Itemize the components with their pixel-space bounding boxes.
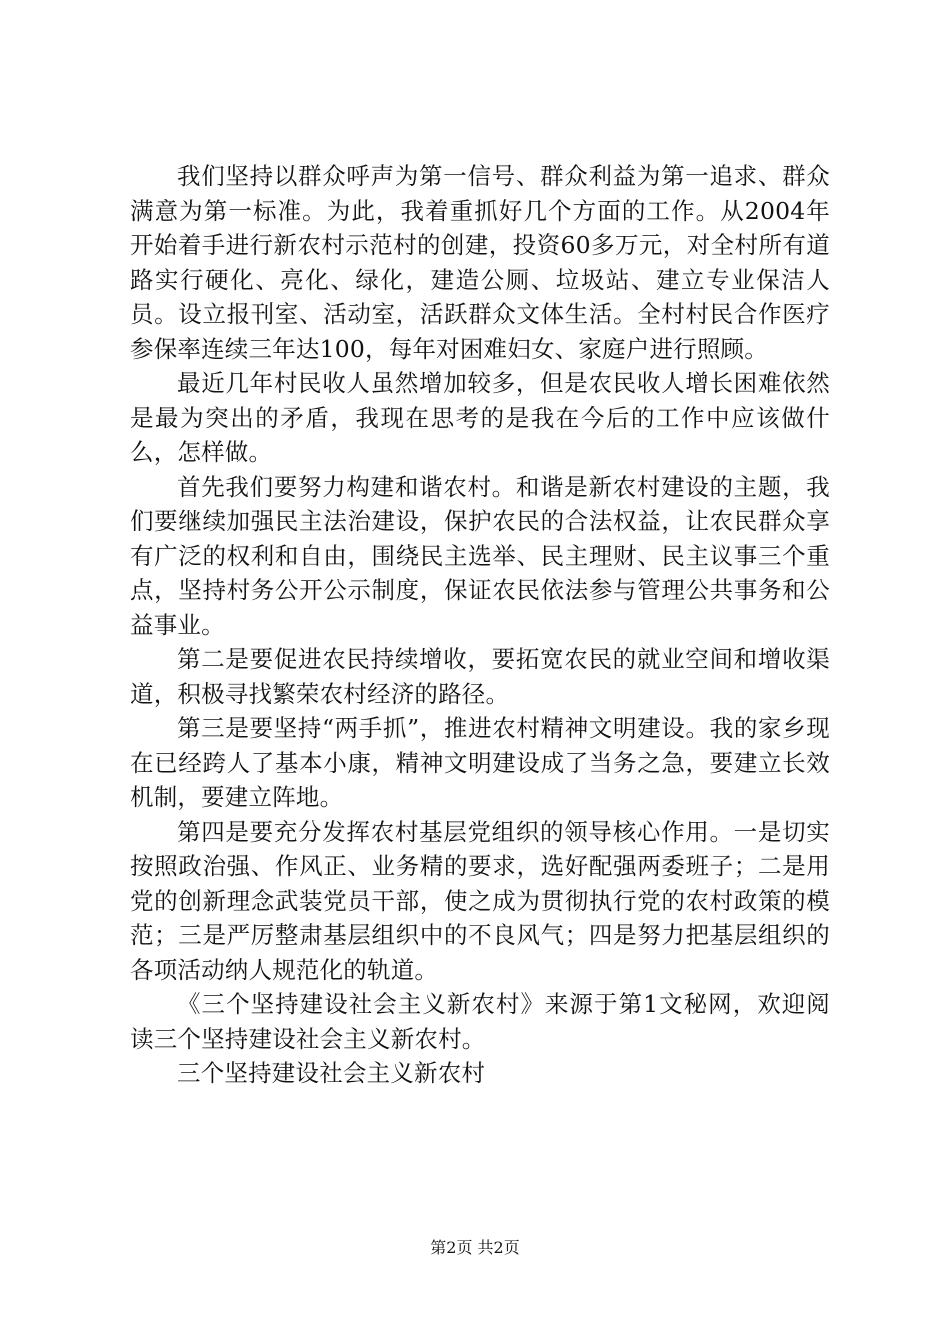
source-note-paragraph: 《三个坚持建设社会主义新农村》来源于第1文秘网，欢迎阅读三个坚持建设社会主义新农村。 [130, 990, 830, 1053]
body-paragraph: 我们坚持以群众呼声为第一信号、群众利益为第一追求、群众满意为第一标准。为此，我着重抓好几个方面的工作。从2004年开始着手进行新农村示范村的创建，投资60多万元，对全村所有道路实行硬化、亮化、绿化，建造公厕、垃圾站、建立专业保洁人员。设立报刊室、活动室，活跃群众文体生活。全村村民合作医疗参保率连续三年达100，每年对困难妇女、家庭户进行照顾。 [130, 162, 830, 363]
body-paragraph: 第二是要促进农民持续增收，要拓宽农民的就业空间和增收渠道，积极寻找繁荣农村经济的路径。 [130, 645, 830, 708]
page-footer: 第2页 共2页 [430, 1238, 520, 1257]
body-paragraph: 最近几年村民收人虽然增加较多，但是农民收人增长困难依然是最为突出的矛盾，我现在思考的是我在今后的工作中应该做什么，怎样做。 [130, 369, 830, 466]
document-body [130, 159, 830, 1091]
body-paragraph: 第四是要充分发挥农村基层党组织的领导核心作用。一是切实按照政治强、作风正、业务精的要求，选好配强两委班子；二是用党的创新理念武装党员干部，使之成为贯彻执行党的农村政策的模范；三是严厉整肃基层组织中的不良风气；四是努力把基层组织的各项活动纳人规范化的轨道。 [130, 817, 830, 984]
body-paragraph: 首先我们要努力构建和谐农村。和谐是新农村建设的主题，我们要继续加强民主法治建设，保护农民的合法权益，让农民群众享有广泛的权利和自由，围绕民主选举、民主理财、民主议事三个重点，坚持村务公开公示制度，保证农民依法参与管理公共事务和公益事业。 [130, 472, 830, 639]
body-paragraph: 第三是要坚持“两手抓”，推进农村精神文明建设。我的家乡现在已经跨人了基本小康，精神文明建设成了当务之急，要建立长效机制，要建立阵地。 [130, 714, 830, 811]
trailing-title-paragraph: 三个坚持建设社会主义新农村 [177, 1059, 486, 1087]
